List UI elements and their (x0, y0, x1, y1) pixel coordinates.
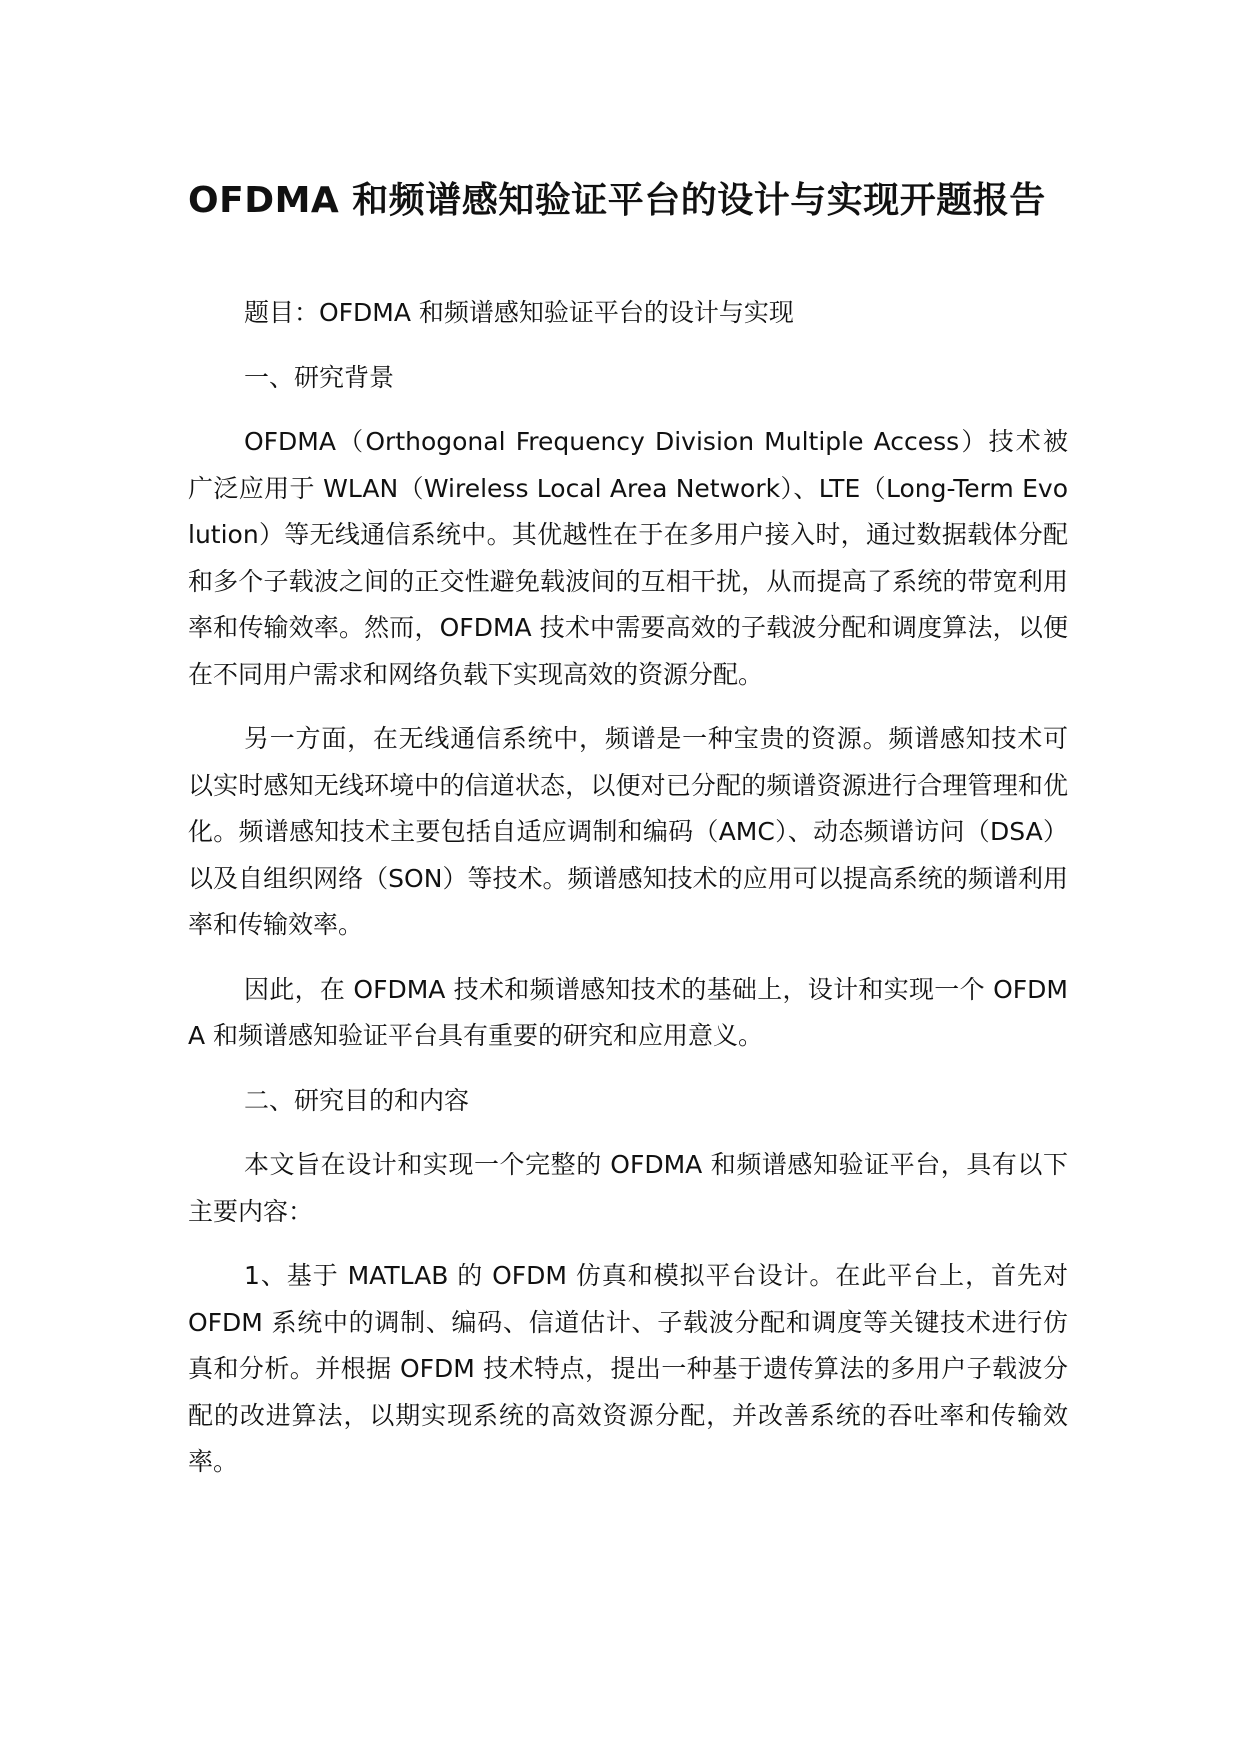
document-title: OFDMA 和频谱感知验证平台的设计与实现开题报告 (188, 180, 1046, 221)
document-body (188, 290, 1068, 1504)
background-paragraph-3: 因此，在 OFDMA 技术和频谱感知技术的基础上，设计和实现一个 OFDMA 和频谱感知验证平台具有重要的研究和应用意义。 (188, 974, 1068, 1050)
section-heading-background: 一、研究背景 (244, 362, 395, 392)
background-paragraph-2: 另一方面，在无线通信系统中，频谱是一种宝贵的资源。频谱感知技术可以实时感知无线环境中的信道状态，以便对已分配的频谱资源进行合理管理和优化。频谱感知技术主要包括自适应调制和编码（AMC）、动态频谱访问（DSA）以及自组织网络（SON）等技术。频谱感知技术的应用可以提高系统的频谱利用率和传输效率。 (188, 724, 1068, 939)
section-heading-goals: 二、研究目的和内容 (244, 1085, 470, 1115)
goals-paragraph-1: 本文旨在设计和实现一个完整的 OFDMA 和频谱感知验证平台，具有以下主要内容： (188, 1150, 1068, 1226)
subject-line: 题目：OFDMA 和频谱感知验证平台的设计与实现 (244, 298, 794, 327)
goals-paragraph-2: 1、基于 MATLAB 的 OFDM 仿真和模拟平台设计。在此平台上，首先对 OFDM 系统中的调制、编码、信道估计、子载波分配和调度等关键技术进行仿真和分析。并根据 OFDM 技术特点，提出一种基于遗传算法的多用户子载波分配的改进算法，以期实现系统的高效资源分配，并改善系统的吞吐率和传输效率。 (188, 1261, 1068, 1476)
background-paragraph-1: OFDMA（Orthogonal Frequency Division Multiple Access）技术被广泛应用于 WLAN（Wireless Local Area Network）、LTE（Long-Term Evolution）等无线通信系统中。其优越性在于在多用户接入时，通过数据载体分配和多个子载波之间的正交性避免载波间的互相干扰，从而提高了系统的带宽利用率和传输效率。然而，OFDMA 技术中需要高效的子载波分配和调度算法，以便在不同用户需求和网络负载下实现高效的资源分配。 (188, 427, 1068, 689)
